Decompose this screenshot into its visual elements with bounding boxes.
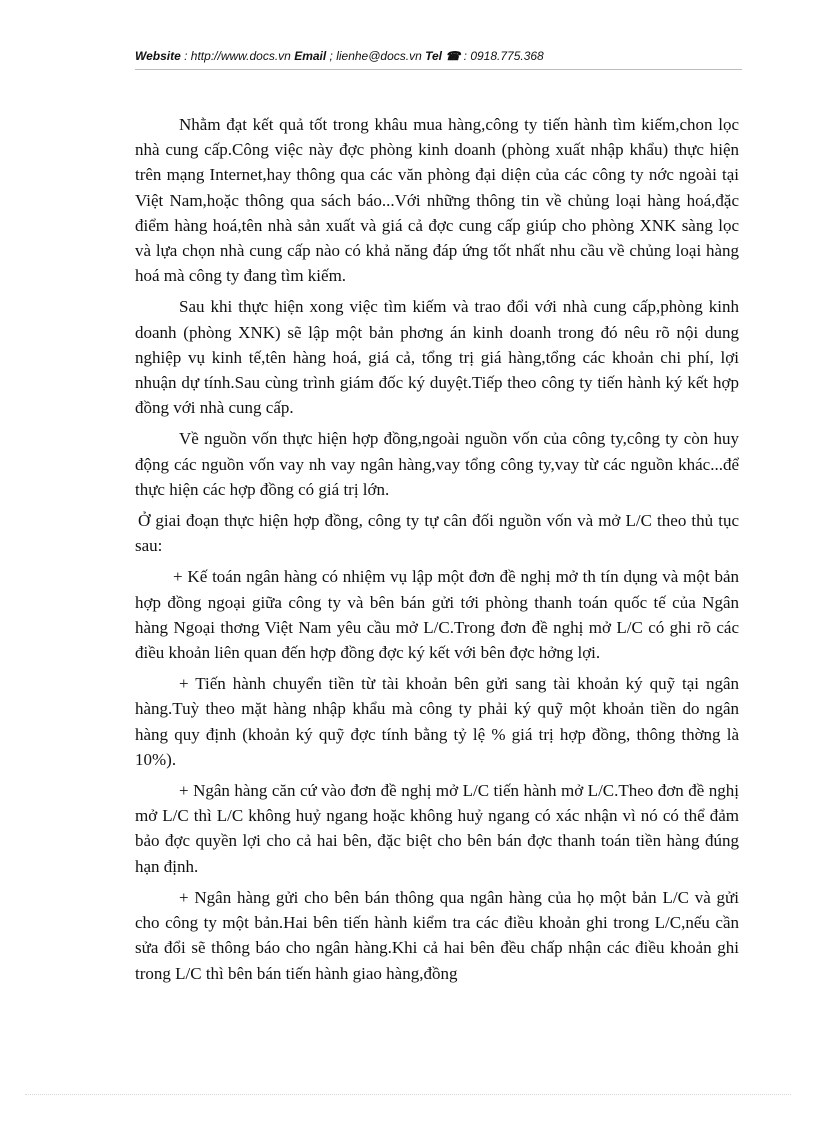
email-label: Email — [294, 49, 327, 63]
tel-label: Tel — [425, 49, 443, 63]
paragraph-contract-stage: Ở giai đoạn thực hiện hợp đồng, công ty tự cân đối nguồn vốn và mở L/C theo thủ tục sau: — [135, 511, 739, 556]
paragraph-lc-opening: + Ngân hàng căn cứ vào đơn đề nghị mở L/C tiến hành mở L/C.Theo đơn đề nghị mở L/C thì L/C không huỷ ngang hoặc không huỷ ngang có xác nhận vì nó có thể đảm bảo đợc quyền lợi cho cả hai bên, đặc biệt cho bên bán đợc thanh toán tiền hàng đúng hạn định. — [135, 781, 739, 876]
website-label: Website — [135, 49, 181, 63]
email-value: ; lienhe@docs.vn — [326, 49, 426, 63]
paragraph-lc-request: + Kế toán ngân hàng có nhiệm vụ lập một đơn đề nghị mở th tín dụng và một bản hợp đồng ngoại giữa công ty và bên bán gửi tới phòng thanh toán quốc tế của Ngân hàng Ngoại thơng Việt Nam yêu cầu mở L/C.Trong đơn đề nghị mở L/C có ghi rõ các điều khoản liên quan đến hợp đồng đợc ký kết với bên đợc hởng lợi. — [135, 567, 739, 663]
paragraph-supplier-search: Nhằm đạt kết quả tốt trong khâu mua hàng,công ty tiến hành tìm kiếm,chon lọc nhà cung cấp.Công việc này đợc phòng kinh doanh (phòng xuất nhập khẩu) thực hiện trên mạng Internet,hay thông qua các văn phòng đại diện của các công ty nớc ngoài tại Việt Nam,hoặc thông qua sách báo...Với những thông tin về chủng loại hàng hoá,đặc điểm hàng hoá,tên nhà sản xuất và giá cả đợc cung cấp giúp cho phòng XNK sàng lọc và lựa chọn nhà cung cấp nào có khả năng đáp ứng tốt nhất nhu cầu về chủng loại hàng hoá mà công ty đang tìm kiếm. — [135, 115, 739, 286]
paragraph-deposit: + Tiến hành chuyển tiền từ tài khoản bên gửi sang tài khoản ký quỹ tại ngân hàng.Tuỳ theo mặt hàng nhập khẩu mà công ty phải ký quỹ một khoản tiền do ngân hàng quy định (khoản ký quỹ đợc tính bằng tỷ lệ % giá trị hợp đồng, thông thờng là 10%). — [135, 674, 739, 769]
footer-divider — [25, 1094, 791, 1095]
tel-value: : 0918.775.368 — [460, 49, 544, 63]
paragraph-lc-delivery: + Ngân hàng gửi cho bên bán thông qua ngân hàng của họ một bản L/C và gửi cho công ty một bản.Hai bên tiến hành kiểm tra các điều khoản ghi trong L/C,nếu cần sửa đổi sẽ thông báo cho ngân hàng.Khi cả hai bên đều chấp nhận các điều khoản ghi trong L/C thì bên bán tiến hành giao hàng,đồng — [135, 887, 739, 983]
document-body — [135, 112, 739, 992]
website-value: : http://www.docs.vn — [180, 49, 295, 63]
page-header — [135, 47, 742, 70]
paragraph-business-plan: Sau khi thực hiện xong việc tìm kiếm và trao đổi với nhà cung cấp,phòng kinh doanh (phòng XNK) sẽ lập một bản phơng án kinh doanh trong đó nêu rõ nội dung nghiệp vụ kinh tế,tên hàng hoá, giá cả, tổng trị giá hàng,tổng các khoản chi phí, lợi nhuận dự tính.Sau cùng trình giám đốc ký duyệt.Tiếp theo công ty tiến hành ký kết hợp đồng với nhà cung cấp. — [135, 297, 739, 418]
phone-icon: ☎ — [445, 49, 461, 63]
paragraph-funding: Về nguồn vốn thực hiện hợp đồng,ngoài nguồn vốn của công ty,công ty còn huy động các nguồn vốn vay nh vay ngân hàng,vay tổng công ty,vay từ các nguồn khác...để thực hiện các hợp đồng có giá trị lớn. — [135, 429, 739, 499]
